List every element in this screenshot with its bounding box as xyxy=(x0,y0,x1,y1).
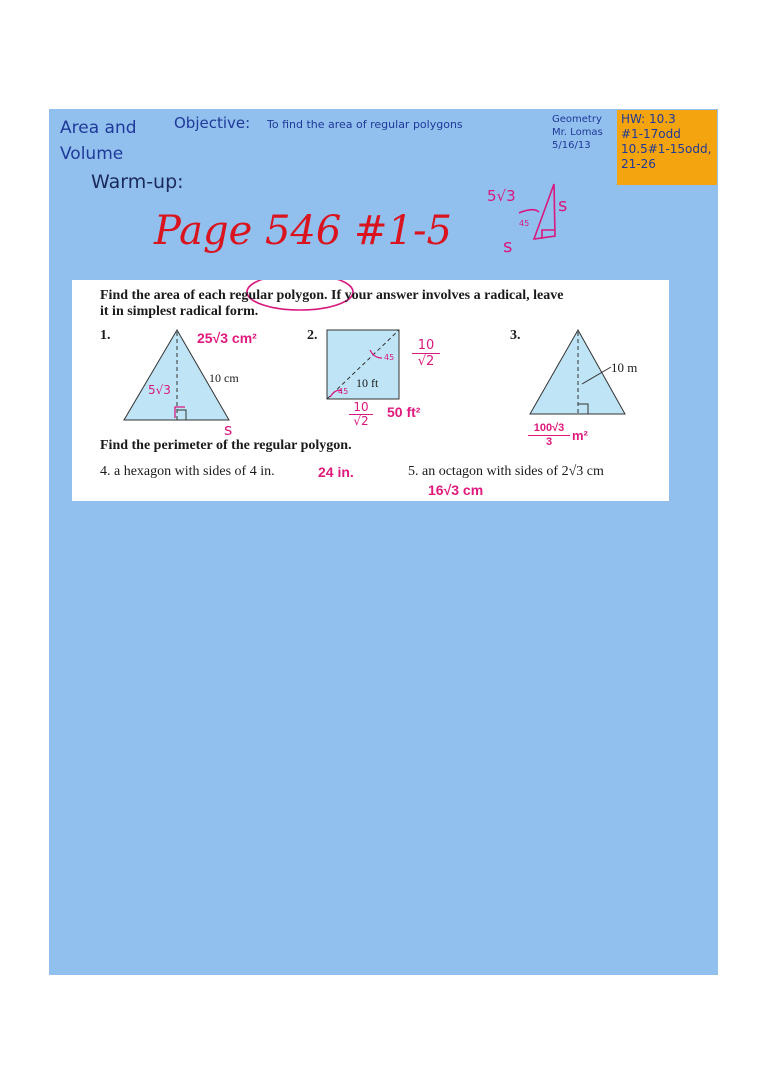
problem-5-text: 5. an octagon with sides of 2√3 cm xyxy=(408,464,604,479)
lesson-date: 5/16/13 xyxy=(552,140,591,151)
warmup-triangle-sketch xyxy=(49,109,718,279)
topic-line-1: Area and xyxy=(60,118,137,138)
hw-line-2: #1-17odd xyxy=(621,127,681,141)
hw-line-4: 21-26 xyxy=(621,157,656,171)
problem-3-label: 10 m xyxy=(611,360,638,375)
problem-2-angle-bottom: 45 xyxy=(338,387,349,396)
textbook-excerpt xyxy=(72,280,669,501)
warmup-label: Warm-up: xyxy=(91,171,184,193)
problem-2-label: 10 ft xyxy=(356,376,379,390)
problem-2-side-fraction xyxy=(412,338,440,369)
bottom-fraction-numerator: 10 xyxy=(349,401,373,415)
problem-5-answer: 16√3 cm xyxy=(428,482,484,498)
sketch-side-right: s xyxy=(558,195,568,216)
teacher-name: Mr. Lomas xyxy=(552,127,603,138)
answer-numerator: 100√3 xyxy=(528,422,570,436)
instruction-area-line-1: Find the area of each regular polygon. If your answer involves a radical, leave xyxy=(100,288,564,303)
problem-1-height-note: 5√3 xyxy=(148,383,171,397)
problem-4-answer: 24 in. xyxy=(318,464,354,480)
side-fraction-denominator: √2 xyxy=(417,354,435,369)
objective-text: To find the area of regular polygons xyxy=(267,118,463,131)
answer-denominator: 3 xyxy=(545,436,553,448)
objective-label: Objective: xyxy=(174,114,251,132)
problem-1-number: 1. xyxy=(100,328,111,343)
problem-2-answer: 50 ft² xyxy=(387,404,421,420)
sketch-side-bottom: s xyxy=(503,236,513,257)
problem-4-text: 4. a hexagon with sides of 4 in. xyxy=(100,464,275,479)
sketch-hypotenuse: 5√3 xyxy=(487,187,516,205)
problem-2-angle-top: 45 xyxy=(384,353,395,362)
instruction-area-line-2: it in simplest radical form. xyxy=(100,304,259,319)
bottom-fraction-denominator: √2 xyxy=(353,414,369,428)
notes-page xyxy=(49,109,718,975)
instruction-perimeter: Find the perimeter of the regular polygon. xyxy=(100,438,352,453)
problem-1-answer: 25√3 cm² xyxy=(197,330,257,346)
problem-3-number: 3. xyxy=(510,328,521,343)
problem-2-bottom-fraction xyxy=(349,401,373,428)
problem-3-answer-unit: m² xyxy=(572,428,588,443)
problem-1-side-note: s xyxy=(224,420,233,439)
page-reference: Page 546 #1-5 xyxy=(154,208,452,254)
hw-line-1: HW: 10.3 xyxy=(621,112,676,126)
problem-1-label: 10 cm xyxy=(209,371,239,385)
course-name: Geometry xyxy=(552,114,602,125)
topic-line-2: Volume xyxy=(60,144,124,164)
sketch-angle: 45 xyxy=(519,219,530,228)
side-fraction-numerator: 10 xyxy=(412,338,440,354)
problem-2-number: 2. xyxy=(307,328,318,343)
problem-3-answer xyxy=(528,422,570,449)
hw-line-3: 10.5#1-15odd, xyxy=(621,142,712,156)
